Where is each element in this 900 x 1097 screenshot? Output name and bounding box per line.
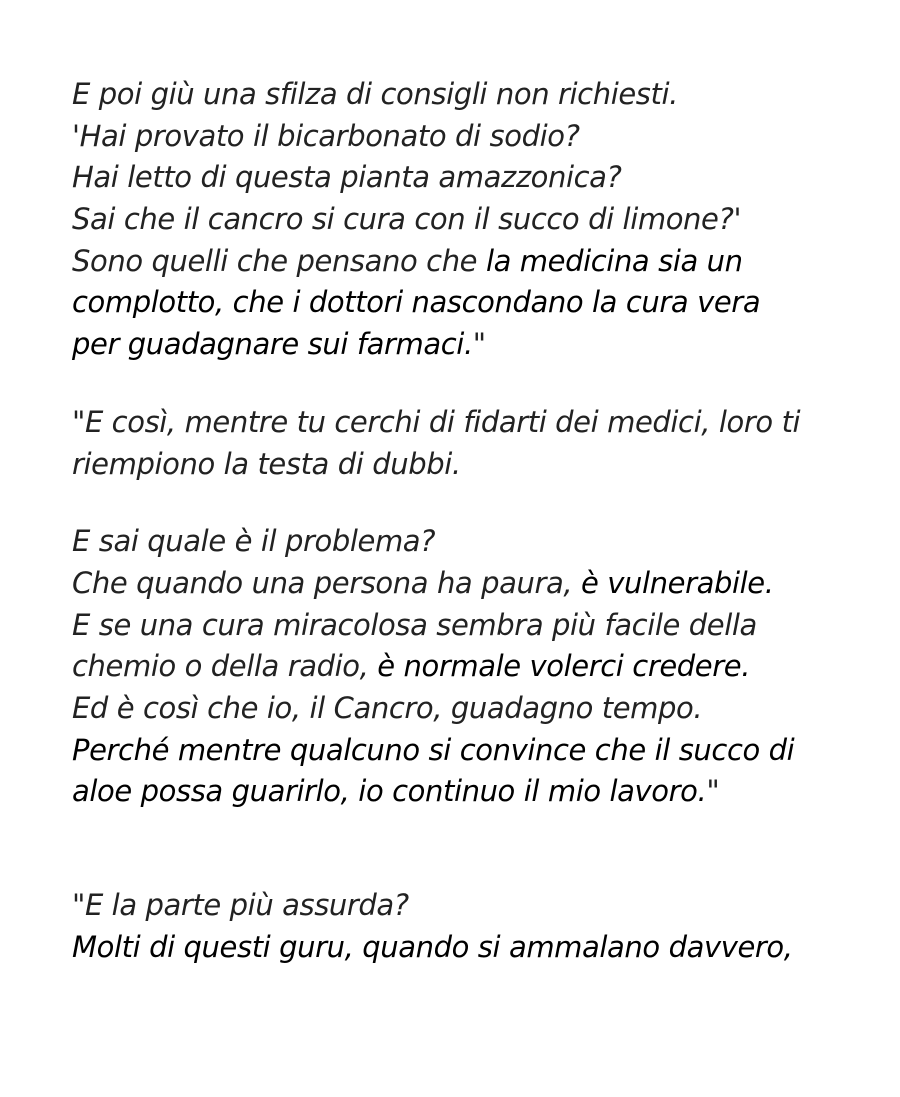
text-run: " [706, 774, 720, 809]
text-line [72, 927, 872, 969]
paragraph-4 [72, 885, 872, 968]
text-line [72, 646, 872, 688]
paragraph-3 [72, 521, 872, 813]
text-line [72, 521, 872, 563]
text-line [72, 402, 872, 444]
text-run: riempiono la testa di dubbi. [72, 446, 461, 481]
text-line [72, 282, 872, 324]
emphasis-run: è normale volerci credere. [377, 649, 751, 684]
paragraph-1 [72, 74, 872, 366]
text-line [72, 885, 872, 927]
text-run: "E così, mentre tu cerchi di fidarti dei medici, loro ti [72, 404, 801, 439]
text-run: "E la parte più assurda? [72, 888, 409, 922]
text-line [72, 771, 872, 813]
text-run: E sai quale è il problema? [72, 524, 436, 559]
text-line [72, 157, 872, 199]
text-run: Hai letto di questa pianta amazzonica? [72, 160, 622, 195]
text-line [72, 199, 872, 241]
paragraph-spacer [72, 813, 872, 885]
emphasis-run: complotto, che i dottori nascondano la cura vera [72, 285, 761, 320]
paragraph-spacer [72, 366, 872, 402]
paragraph-spacer [72, 485, 872, 521]
text-run: 'Hai provato il bicarbonato di sodio? [72, 118, 580, 153]
text-run: E se una cura miracolosa sembra più facile della [72, 607, 757, 642]
text-line [72, 74, 872, 116]
text-line [72, 605, 872, 647]
text-line [72, 116, 872, 158]
text-line [72, 730, 872, 772]
text-run: Che quando una persona ha paura, [72, 565, 581, 600]
text-run: Sai che il cancro si cura con il succo di limone?' [72, 202, 742, 237]
emphasis-run: Perché mentre qualcuno si convince che il succo di [72, 732, 795, 767]
text-line [72, 324, 872, 366]
text-run: Sono quelli che pensano che [72, 243, 486, 278]
emphasis-run: aloe possa guarirlo, io continuo il mio lavoro. [72, 774, 707, 809]
emphasis-run: per guadagnare sui farmaci. [72, 327, 473, 362]
text-run: " [472, 327, 486, 362]
emphasis-run: è vulnerabile. [581, 565, 774, 600]
text-line [72, 688, 872, 730]
emphasis-run: la medicina sia un [485, 243, 743, 278]
emphasis-run: Molti di questi guru, quando si ammalano davvero, [72, 929, 793, 964]
text-line [72, 241, 872, 283]
paragraph-2 [72, 402, 872, 485]
text-run: chemio o della radio, [72, 649, 378, 684]
document-page [72, 74, 872, 968]
text-line [72, 563, 872, 605]
text-line [72, 444, 872, 486]
text-run: E poi giù una sfilza di consigli non richiesti. [72, 77, 678, 111]
text-run: Ed è così che io, il Cancro, guadagno tempo. [72, 690, 703, 725]
